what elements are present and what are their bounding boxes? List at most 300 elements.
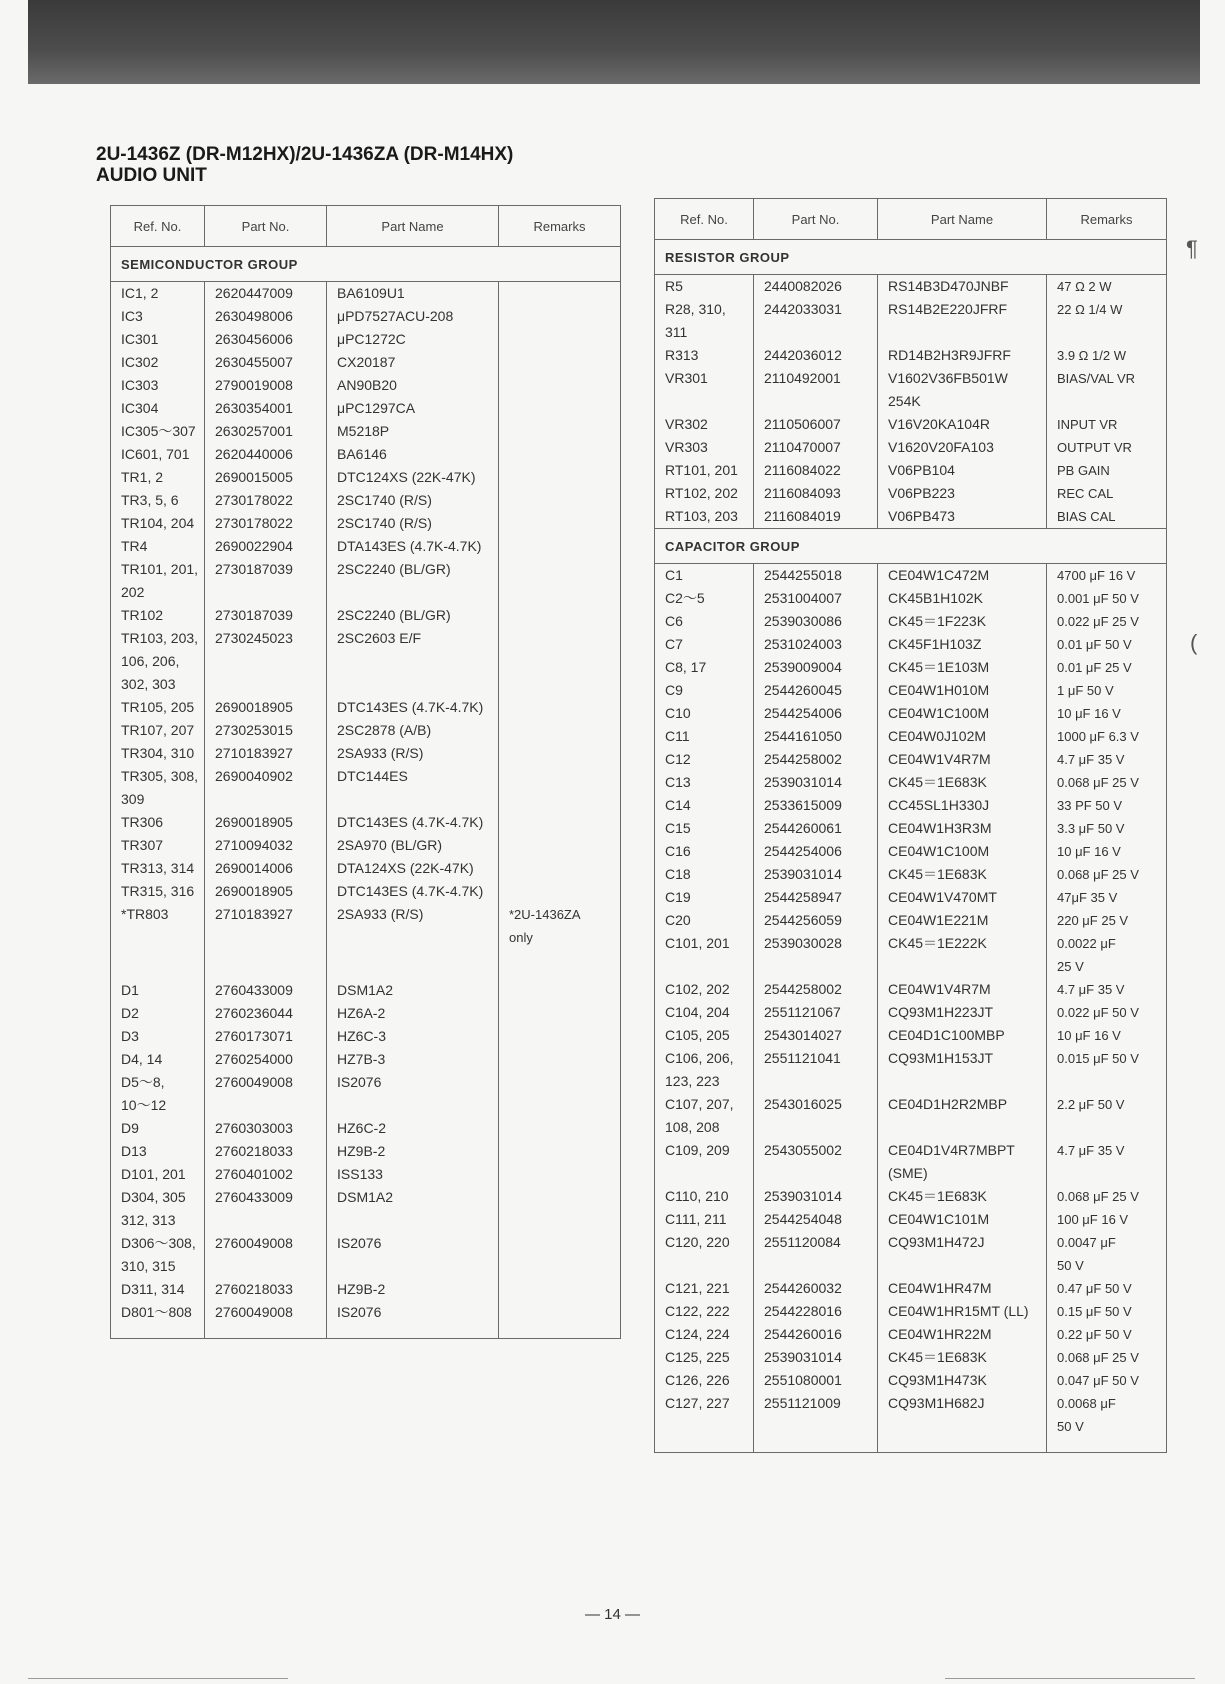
ref-cell: D2: [111, 1002, 205, 1025]
table-row: [655, 1024, 1167, 1047]
table-row: [111, 1301, 621, 1324]
part-name-cell: V1620V20FA103: [878, 436, 1047, 459]
table-row: [111, 627, 621, 696]
part-name-cell: CE04W1V470MT: [878, 886, 1047, 909]
part-name-cell: V06PB473: [878, 505, 1047, 529]
table-row: [111, 466, 621, 489]
remarks-cell: 0.01 μF 50 V: [1047, 633, 1167, 656]
ref-cell: D304, 305 312, 313: [111, 1186, 205, 1232]
table-row: [111, 374, 621, 397]
ref-cell: VR301: [655, 367, 754, 413]
part-no-cell: 2544260061: [754, 817, 878, 840]
scan-edge-line: [945, 1678, 1195, 1679]
part-name-cell: RS14B2E220JFRF: [878, 298, 1047, 344]
part-no-cell: 2544258002: [754, 978, 878, 1001]
table-row: [655, 863, 1167, 886]
part-no-cell: 2690040902: [205, 765, 327, 811]
part-name-cell: ISS133: [327, 1163, 499, 1186]
part-name-cell: IS2076: [327, 1301, 499, 1324]
col-header-part-name: Part Name: [327, 206, 499, 247]
remarks-cell: [499, 1301, 621, 1324]
page-number: — 14 —: [584, 1606, 641, 1623]
part-name-cell: CK45＝1E683K: [878, 1185, 1047, 1208]
table-row: [655, 1001, 1167, 1024]
remarks-cell: [499, 1163, 621, 1186]
remarks-cell: 1000 μF 6.3 V: [1047, 725, 1167, 748]
remarks-cell: [499, 351, 621, 374]
remarks-cell: [499, 374, 621, 397]
part-no-cell: 2620440006: [205, 443, 327, 466]
remarks-cell: 0.0022 μF 25 V: [1047, 932, 1167, 978]
part-no-cell: 2110470007: [754, 436, 878, 459]
part-no-cell: 2730178022: [205, 489, 327, 512]
part-no-cell: 2551080001: [754, 1369, 878, 1392]
scan-margin-mark: ¶: [1186, 236, 1198, 261]
ref-cell: C127, 227: [655, 1392, 754, 1438]
part-no-cell: 2116084022: [754, 459, 878, 482]
remarks-cell: [499, 535, 621, 558]
table-row: [111, 282, 621, 306]
part-no-cell: 2539031014: [754, 863, 878, 886]
table-row: [655, 298, 1167, 344]
table-row: [111, 903, 621, 949]
table-row: [655, 459, 1167, 482]
remarks-cell: [499, 857, 621, 880]
table-row: [111, 1048, 621, 1071]
ref-cell: IC303: [111, 374, 205, 397]
table-row: [655, 1185, 1167, 1208]
remarks-cell: 10 μF 16 V: [1047, 840, 1167, 863]
part-no-cell: 2544161050: [754, 725, 878, 748]
part-name-cell: μPC1272C: [327, 328, 499, 351]
remarks-cell: 0.015 μF 50 V: [1047, 1047, 1167, 1093]
part-no-cell: 2760049008: [205, 1301, 327, 1324]
part-no-cell: 2543016025: [754, 1093, 878, 1139]
ref-cell: TR307: [111, 834, 205, 857]
ref-cell: D4, 14: [111, 1048, 205, 1071]
table-end-row: [111, 1324, 621, 1339]
part-name-cell: CE04W1C472M: [878, 564, 1047, 588]
part-name-cell: CE04W1E221M: [878, 909, 1047, 932]
ref-cell: C15: [655, 817, 754, 840]
remarks-cell: 33 PF 50 V: [1047, 794, 1167, 817]
part-name-cell: CE04W1HR47M: [878, 1277, 1047, 1300]
col-header-remarks: Remarks: [1047, 199, 1167, 240]
part-no-cell: 2790019008: [205, 374, 327, 397]
ref-cell: D3: [111, 1025, 205, 1048]
ref-cell: TR305, 308, 309: [111, 765, 205, 811]
part-no-cell: 2551121067: [754, 1001, 878, 1024]
table-row: [655, 633, 1167, 656]
title-line-2: AUDIO UNIT: [96, 165, 207, 186]
part-name-cell: CE04W1H3R3M: [878, 817, 1047, 840]
part-no-cell: 2544254048: [754, 1208, 878, 1231]
ref-cell: D101, 201: [111, 1163, 205, 1186]
table-row: [655, 840, 1167, 863]
spacer-cell: [205, 949, 327, 979]
remarks-cell: 22 Ω 1/4 W: [1047, 298, 1167, 344]
group-header-row: [655, 240, 1167, 275]
col-header-ref-no: Ref. No.: [111, 206, 205, 247]
part-name-cell: CK45＝1E222K: [878, 932, 1047, 978]
col-header-part-name: Part Name: [878, 199, 1047, 240]
remarks-cell: 0.068 μF 25 V: [1047, 863, 1167, 886]
part-no-cell: 2760254000: [205, 1048, 327, 1071]
table-row: [655, 1277, 1167, 1300]
col-header-ref-no: Ref. No.: [655, 199, 754, 240]
ref-cell: C14: [655, 794, 754, 817]
remarks-cell: 220 μF 25 V: [1047, 909, 1167, 932]
remarks-cell: 0.0068 μF 50 V: [1047, 1392, 1167, 1438]
ref-cell: RT103, 203: [655, 505, 754, 529]
ref-cell: *TR803: [111, 903, 205, 949]
ref-cell: TR102: [111, 604, 205, 627]
remarks-cell: REC CAL: [1047, 482, 1167, 505]
remarks-cell: [499, 811, 621, 834]
part-no-cell: 2710183927: [205, 742, 327, 765]
part-name-cell: 2SA933 (R/S): [327, 903, 499, 949]
ref-cell: C101, 201: [655, 932, 754, 978]
table-row: [111, 857, 621, 880]
part-no-cell: 2539030028: [754, 932, 878, 978]
remarks-cell: [499, 1186, 621, 1232]
ref-cell: TR306: [111, 811, 205, 834]
remarks-cell: [499, 466, 621, 489]
part-name-cell: DTC124XS (22K-47K): [327, 466, 499, 489]
part-no-cell: 2730245023: [205, 627, 327, 696]
table-row: [655, 564, 1167, 588]
part-no-cell: 2551121041: [754, 1047, 878, 1093]
part-name-cell: DTC143ES (4.7K-4.7K): [327, 811, 499, 834]
part-no-cell: 2544256059: [754, 909, 878, 932]
remarks-cell: [499, 1117, 621, 1140]
ref-cell: C6: [655, 610, 754, 633]
table-row: [111, 1071, 621, 1117]
spacer-cell: [111, 1324, 205, 1339]
spacer-cell: [327, 1324, 499, 1339]
table-row: [655, 702, 1167, 725]
ref-cell: IC304: [111, 397, 205, 420]
spacer-cell: [499, 1324, 621, 1339]
part-no-cell: 2730253015: [205, 719, 327, 742]
table-row: [111, 811, 621, 834]
table-row: [111, 489, 621, 512]
remarks-cell: 3.9 Ω 1/2 W: [1047, 344, 1167, 367]
ref-cell: C11: [655, 725, 754, 748]
table-row: [655, 1323, 1167, 1346]
document-title: [96, 144, 513, 186]
table-row: [655, 932, 1167, 978]
table-row: [111, 351, 621, 374]
ref-cell: C8, 17: [655, 656, 754, 679]
part-no-cell: 2730187039: [205, 604, 327, 627]
group-header-row: [655, 529, 1167, 564]
table-row: [111, 443, 621, 466]
part-name-cell: 2SC1740 (R/S): [327, 489, 499, 512]
table-row: [655, 482, 1167, 505]
spacer-cell: [205, 1324, 327, 1339]
table-row: [655, 725, 1167, 748]
scan-edge-line: [28, 1678, 288, 1679]
part-name-cell: CK45B1H102K: [878, 587, 1047, 610]
part-name-cell: CK45＝1F223K: [878, 610, 1047, 633]
ref-cell: C19: [655, 886, 754, 909]
part-name-cell: CE04W1HR22M: [878, 1323, 1047, 1346]
table-row: [655, 505, 1167, 529]
ref-cell: TR107, 207: [111, 719, 205, 742]
part-name-cell: μPC1297CA: [327, 397, 499, 420]
part-no-cell: 2760218033: [205, 1278, 327, 1301]
part-name-cell: RS14B3D470JNBF: [878, 275, 1047, 299]
table-row: [111, 604, 621, 627]
part-no-cell: 2620447009: [205, 282, 327, 306]
remarks-cell: BIAS/VAL VR: [1047, 367, 1167, 413]
remarks-cell: [499, 979, 621, 1002]
ref-cell: D13: [111, 1140, 205, 1163]
ref-cell: C2～5: [655, 587, 754, 610]
semiconductor-parts-table: [110, 205, 621, 1339]
part-no-cell: 2630455007: [205, 351, 327, 374]
part-name-cell: CE04W1C100M: [878, 702, 1047, 725]
table-row: [655, 656, 1167, 679]
ref-cell: RT102, 202: [655, 482, 754, 505]
ref-cell: C13: [655, 771, 754, 794]
remarks-cell: [499, 1025, 621, 1048]
ref-cell: TR1, 2: [111, 466, 205, 489]
ref-cell: IC302: [111, 351, 205, 374]
part-no-cell: 2630456006: [205, 328, 327, 351]
part-no-cell: 2690018905: [205, 696, 327, 719]
ref-cell: C105, 205: [655, 1024, 754, 1047]
part-no-cell: 2533615009: [754, 794, 878, 817]
ref-cell: TR304, 310: [111, 742, 205, 765]
ref-cell: C111, 211: [655, 1208, 754, 1231]
part-no-cell: 2690018905: [205, 811, 327, 834]
part-name-cell: CQ93M1H682J: [878, 1392, 1047, 1438]
spacer-cell: [499, 949, 621, 979]
table-row: [655, 436, 1167, 459]
part-name-cell: CQ93M1H473K: [878, 1369, 1047, 1392]
table-row: [111, 979, 621, 1002]
ref-cell: IC301: [111, 328, 205, 351]
part-name-cell: CE04W1HR15MT (LL): [878, 1300, 1047, 1323]
part-no-cell: 2116084019: [754, 505, 878, 529]
table-end-row: [655, 1438, 1167, 1453]
remarks-cell: [499, 1002, 621, 1025]
part-no-cell: 2760049008: [205, 1071, 327, 1117]
part-name-cell: HZ9B-2: [327, 1140, 499, 1163]
ref-cell: C125, 225: [655, 1346, 754, 1369]
part-name-cell: CK45＝1E683K: [878, 1346, 1047, 1369]
ref-cell: VR302: [655, 413, 754, 436]
resistor-capacitor-parts-table: [654, 198, 1167, 1453]
table-row: [111, 305, 621, 328]
remarks-cell: [499, 328, 621, 351]
remarks-cell: [499, 512, 621, 535]
group-name: CAPACITOR GROUP: [655, 529, 1167, 564]
table-row: [655, 1093, 1167, 1139]
ref-cell: TR4: [111, 535, 205, 558]
part-no-cell: 2539009004: [754, 656, 878, 679]
part-name-cell: 2SC2240 (BL/GR): [327, 604, 499, 627]
part-no-cell: 2544254006: [754, 840, 878, 863]
ref-cell: C121, 221: [655, 1277, 754, 1300]
remarks-cell: 4.7 μF 35 V: [1047, 978, 1167, 1001]
remarks-cell: 0.047 μF 50 V: [1047, 1369, 1167, 1392]
part-name-cell: CQ93M1H472J: [878, 1231, 1047, 1277]
ref-cell: C107, 207, 108, 208: [655, 1093, 754, 1139]
table-row: [111, 834, 621, 857]
ref-cell: IC305～307: [111, 420, 205, 443]
remarks-cell: [499, 1232, 621, 1278]
part-no-cell: 2544260032: [754, 1277, 878, 1300]
remarks-cell: [499, 305, 621, 328]
table-row: [655, 610, 1167, 633]
ref-cell: R5: [655, 275, 754, 299]
part-name-cell: DTA124XS (22K-47K): [327, 857, 499, 880]
table-row: [111, 696, 621, 719]
part-name-cell: 2SC2240 (BL/GR): [327, 558, 499, 604]
remarks-cell: [499, 282, 621, 306]
part-name-cell: 2SA933 (R/S): [327, 742, 499, 765]
ref-cell: C104, 204: [655, 1001, 754, 1024]
table-row: [111, 1232, 621, 1278]
ref-cell: C10: [655, 702, 754, 725]
table-row: [655, 1047, 1167, 1093]
ref-cell: C1: [655, 564, 754, 588]
ref-cell: IC3: [111, 305, 205, 328]
part-name-cell: DSM1A2: [327, 1186, 499, 1232]
part-name-cell: HZ7B-3: [327, 1048, 499, 1071]
remarks-cell: 47 Ω 2 W: [1047, 275, 1167, 299]
remarks-cell: [499, 765, 621, 811]
ref-cell: D306～308, 310, 315: [111, 1232, 205, 1278]
remarks-cell: 100 μF 16 V: [1047, 1208, 1167, 1231]
ref-cell: D311, 314: [111, 1278, 205, 1301]
part-no-cell: 2690014006: [205, 857, 327, 880]
ref-cell: R28, 310, 311: [655, 298, 754, 344]
remarks-cell: [499, 696, 621, 719]
ref-cell: D801～808: [111, 1301, 205, 1324]
part-no-cell: 2544258947: [754, 886, 878, 909]
part-name-cell: V16V20KA104R: [878, 413, 1047, 436]
part-name-cell: M5218P: [327, 420, 499, 443]
part-no-cell: 2543014027: [754, 1024, 878, 1047]
ref-cell: C109, 209: [655, 1139, 754, 1185]
remarks-cell: 4700 μF 16 V: [1047, 564, 1167, 588]
part-name-cell: 2SA970 (BL/GR): [327, 834, 499, 857]
remarks-cell: [499, 1140, 621, 1163]
part-name-cell: DSM1A2: [327, 979, 499, 1002]
remarks-cell: [499, 1278, 621, 1301]
ref-cell: C124, 224: [655, 1323, 754, 1346]
remarks-cell: *2U-1436ZA only: [499, 903, 621, 949]
remarks-cell: 0.01 μF 25 V: [1047, 656, 1167, 679]
part-name-cell: DTC143ES (4.7K-4.7K): [327, 880, 499, 903]
table-row: [111, 512, 621, 535]
part-no-cell: 2544228016: [754, 1300, 878, 1323]
table-row: [655, 1346, 1167, 1369]
table-row: [111, 742, 621, 765]
remarks-cell: 0.15 μF 50 V: [1047, 1300, 1167, 1323]
remarks-cell: [499, 443, 621, 466]
group-name: RESISTOR GROUP: [655, 240, 1167, 275]
ref-cell: C122, 222: [655, 1300, 754, 1323]
col-header-part-no: Part No.: [205, 206, 327, 247]
remarks-cell: 0.068 μF 25 V: [1047, 771, 1167, 794]
ref-cell: IC601, 701: [111, 443, 205, 466]
part-no-cell: 2116084093: [754, 482, 878, 505]
part-name-cell: CQ93M1H223JT: [878, 1001, 1047, 1024]
table-row: [111, 1163, 621, 1186]
remarks-cell: 0.47 μF 50 V: [1047, 1277, 1167, 1300]
part-no-cell: 2551120084: [754, 1231, 878, 1277]
remarks-cell: [499, 627, 621, 696]
remarks-cell: [499, 489, 621, 512]
table-row: [655, 794, 1167, 817]
table-row: [655, 1369, 1167, 1392]
table-row: [111, 558, 621, 604]
part-name-cell: HZ9B-2: [327, 1278, 499, 1301]
remarks-cell: [499, 719, 621, 742]
part-name-cell: μPD7527ACU-208: [327, 305, 499, 328]
part-name-cell: CC45SL1H330J: [878, 794, 1047, 817]
remarks-cell: [499, 834, 621, 857]
part-name-cell: IS2076: [327, 1232, 499, 1278]
part-no-cell: 2539031014: [754, 771, 878, 794]
remarks-cell: 10 μF 16 V: [1047, 702, 1167, 725]
part-no-cell: 2630257001: [205, 420, 327, 443]
part-no-cell: 2539030086: [754, 610, 878, 633]
table-row: [111, 880, 621, 903]
table-row: [111, 765, 621, 811]
remarks-cell: 4.7 μF 35 V: [1047, 748, 1167, 771]
part-name-cell: BA6109U1: [327, 282, 499, 306]
table-row: [655, 1300, 1167, 1323]
table-row: [111, 1140, 621, 1163]
part-name-cell: BA6146: [327, 443, 499, 466]
part-name-cell: CK45＝1E683K: [878, 771, 1047, 794]
table-row: [655, 275, 1167, 299]
part-no-cell: 2539031014: [754, 1346, 878, 1369]
table-row: [111, 535, 621, 558]
resistor-capacitor-table-body: [655, 240, 1167, 1453]
part-name-cell: CE04W0J102M: [878, 725, 1047, 748]
ref-cell: RT101, 201: [655, 459, 754, 482]
ref-cell: C106, 206, 123, 223: [655, 1047, 754, 1093]
part-no-cell: 2760218033: [205, 1140, 327, 1163]
ref-cell: TR103, 203, 106, 206, 302, 303: [111, 627, 205, 696]
remarks-cell: [499, 1071, 621, 1117]
part-no-cell: 2630498006: [205, 305, 327, 328]
ref-cell: C7: [655, 633, 754, 656]
ref-cell: C110, 210: [655, 1185, 754, 1208]
ref-cell: D5～8, 10～12: [111, 1071, 205, 1117]
table-row: [655, 679, 1167, 702]
part-name-cell: CE04D1V4R7MBPT (SME): [878, 1139, 1047, 1185]
part-no-cell: 2110506007: [754, 413, 878, 436]
ref-cell: TR313, 314: [111, 857, 205, 880]
part-no-cell: 2531024003: [754, 633, 878, 656]
part-name-cell: CQ93M1H153JT: [878, 1047, 1047, 1093]
ref-cell: VR303: [655, 436, 754, 459]
part-name-cell: CX20187: [327, 351, 499, 374]
table-row: [655, 771, 1167, 794]
part-name-cell: 2SC2878 (A/B): [327, 719, 499, 742]
ref-cell: C20: [655, 909, 754, 932]
part-name-cell: 2SC1740 (R/S): [327, 512, 499, 535]
remarks-cell: [499, 1048, 621, 1071]
